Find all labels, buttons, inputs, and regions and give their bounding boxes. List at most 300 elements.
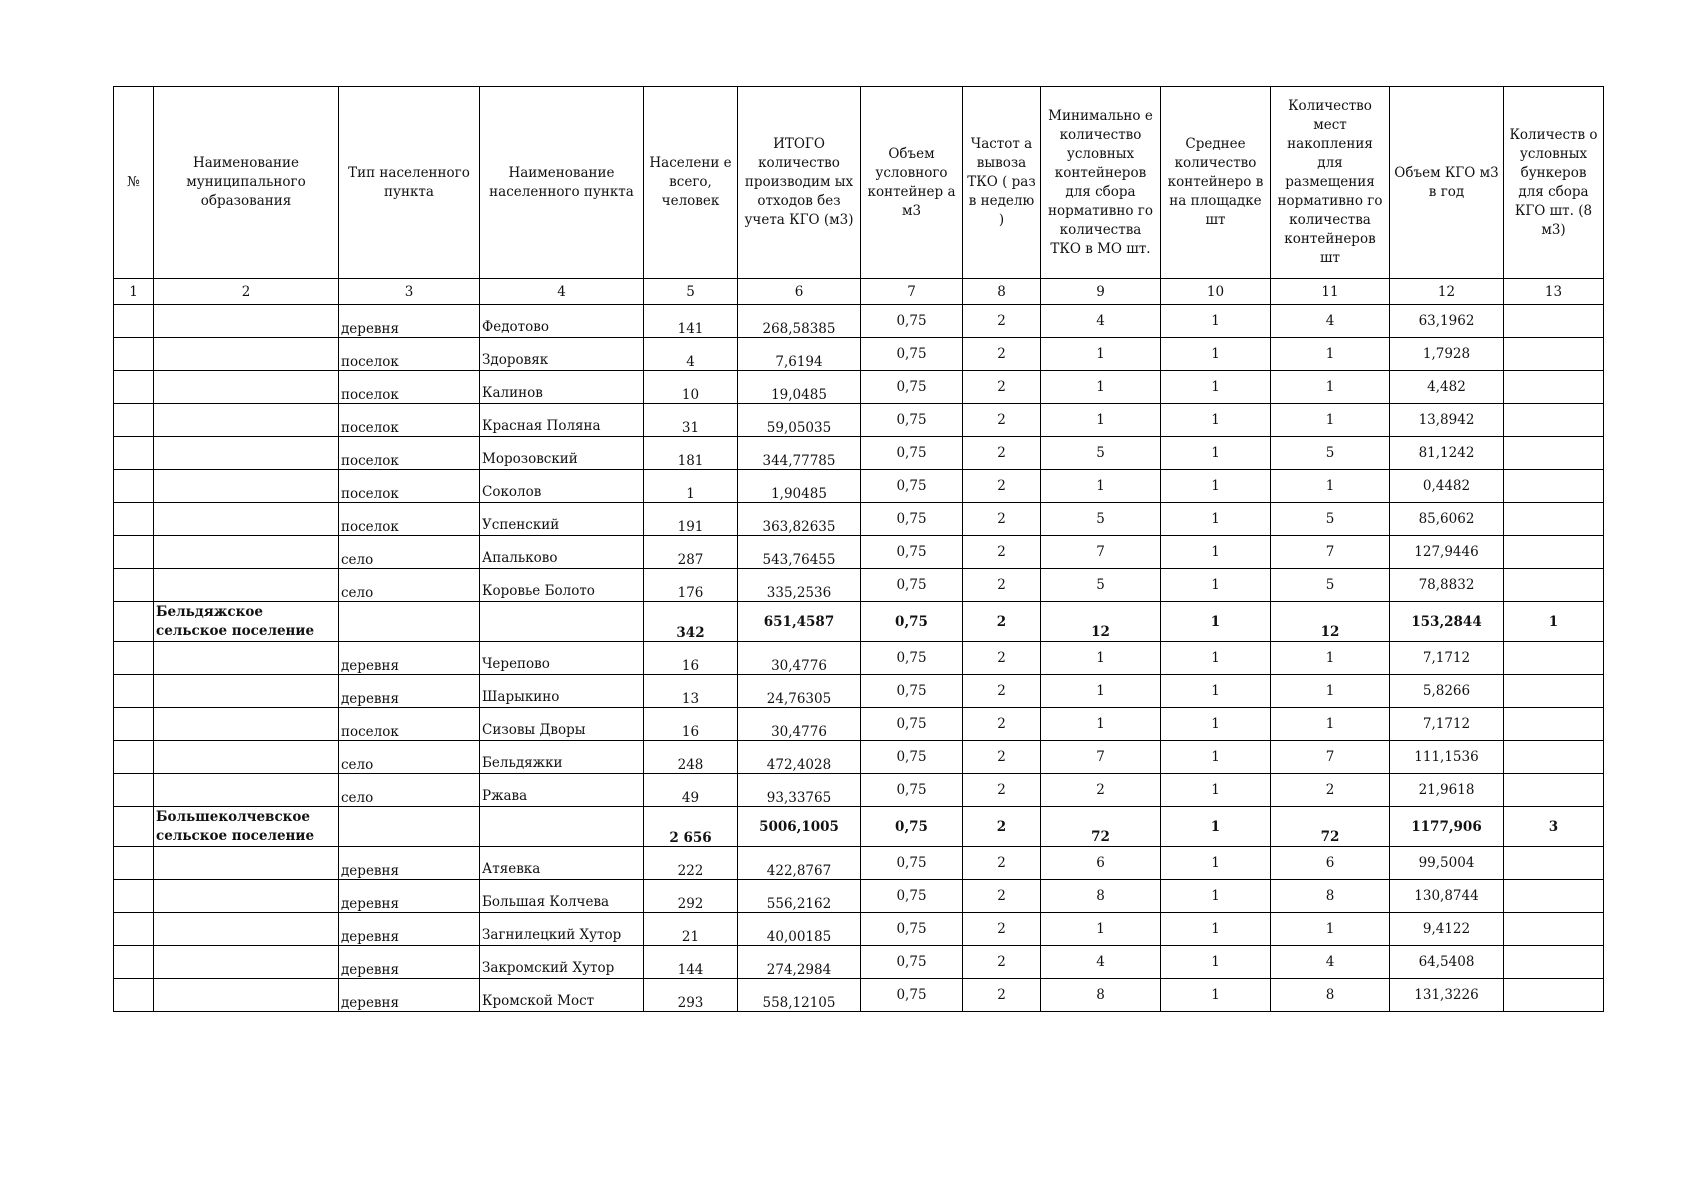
cell-frequency: 2 xyxy=(963,470,1041,503)
cell-bunkers xyxy=(1504,305,1604,338)
cell-waste-total: 19,0485 xyxy=(738,371,861,404)
cell-bunkers xyxy=(1504,371,1604,404)
cell-municipality xyxy=(154,708,339,741)
cell-no xyxy=(114,642,154,675)
cell-waste-total: 558,12105 xyxy=(738,979,861,1012)
cell-container-volume: 0,75 xyxy=(861,979,963,1012)
cell-min-containers: 8 xyxy=(1041,880,1161,913)
cell-places: 4 xyxy=(1271,946,1390,979)
cell-frequency: 2 xyxy=(963,708,1041,741)
cell-places: 7 xyxy=(1271,741,1390,774)
cell-municipality xyxy=(154,774,339,807)
cell-population: 287 xyxy=(644,536,738,569)
cell-settlement-type xyxy=(339,602,480,642)
cell-min-containers: 4 xyxy=(1041,305,1161,338)
cell-municipality xyxy=(154,404,339,437)
cell-container-volume: 0,75 xyxy=(861,913,963,946)
table-row xyxy=(114,569,1604,602)
header-cell-min-containers: Минимально е количество условных контейнеров для сбора нормативно го количества ТКО в МО шт. xyxy=(1041,87,1161,279)
cell-no xyxy=(114,404,154,437)
cell-population: 1 xyxy=(644,470,738,503)
cell-settlement-type: поселок xyxy=(339,338,480,371)
cell-frequency: 2 xyxy=(963,371,1041,404)
cell-min-containers: 12 xyxy=(1041,602,1161,642)
cell-avg-containers: 1 xyxy=(1161,913,1271,946)
cell-municipality xyxy=(154,338,339,371)
cell-bunkers xyxy=(1504,946,1604,979)
cell-settlement-type: деревня xyxy=(339,946,480,979)
cell-no xyxy=(114,913,154,946)
cell-frequency: 2 xyxy=(963,675,1041,708)
cell-settlement-name: Здоровяк xyxy=(480,338,644,371)
cell-container-volume: 0,75 xyxy=(861,305,963,338)
cell-places: 72 xyxy=(1271,807,1390,847)
column-number: 2 xyxy=(154,279,339,305)
cell-municipality xyxy=(154,913,339,946)
cell-min-containers: 1 xyxy=(1041,675,1161,708)
cell-kgo-volume: 9,4122 xyxy=(1390,913,1504,946)
cell-settlement-type: поселок xyxy=(339,708,480,741)
cell-places: 1 xyxy=(1271,913,1390,946)
cell-places: 4 xyxy=(1271,305,1390,338)
cell-container-volume: 0,75 xyxy=(861,536,963,569)
cell-settlement-type: деревня xyxy=(339,913,480,946)
cell-settlement-name: Успенский xyxy=(480,503,644,536)
cell-settlement-name: Федотово xyxy=(480,305,644,338)
cell-settlement-type: деревня xyxy=(339,675,480,708)
cell-kgo-volume: 153,2844 xyxy=(1390,602,1504,642)
cell-places: 8 xyxy=(1271,979,1390,1012)
cell-municipality xyxy=(154,880,339,913)
cell-kgo-volume: 0,4482 xyxy=(1390,470,1504,503)
cell-places: 5 xyxy=(1271,569,1390,602)
cell-container-volume: 0,75 xyxy=(861,404,963,437)
cell-bunkers xyxy=(1504,913,1604,946)
cell-min-containers: 7 xyxy=(1041,741,1161,774)
cell-kgo-volume: 4,482 xyxy=(1390,371,1504,404)
cell-kgo-volume: 21,9618 xyxy=(1390,774,1504,807)
cell-municipality: Большеколчевское сельское поселение xyxy=(154,807,339,847)
cell-municipality xyxy=(154,946,339,979)
cell-municipality xyxy=(154,642,339,675)
cell-kgo-volume: 131,3226 xyxy=(1390,979,1504,1012)
cell-kgo-volume: 7,1712 xyxy=(1390,708,1504,741)
cell-places: 5 xyxy=(1271,437,1390,470)
cell-avg-containers: 1 xyxy=(1161,880,1271,913)
cell-kgo-volume: 130,8744 xyxy=(1390,880,1504,913)
cell-settlement-name: Соколов xyxy=(480,470,644,503)
cell-settlement-name: Большая Колчева xyxy=(480,880,644,913)
cell-kgo-volume: 5,8266 xyxy=(1390,675,1504,708)
cell-waste-total: 93,33765 xyxy=(738,774,861,807)
cell-settlement-name: Загнилецкий Хутор xyxy=(480,913,644,946)
cell-population: 13 xyxy=(644,675,738,708)
cell-settlement-name: Черепово xyxy=(480,642,644,675)
cell-population: 292 xyxy=(644,880,738,913)
cell-container-volume: 0,75 xyxy=(861,338,963,371)
cell-min-containers: 1 xyxy=(1041,371,1161,404)
cell-municipality xyxy=(154,979,339,1012)
cell-frequency: 2 xyxy=(963,807,1041,847)
cell-bunkers: 1 xyxy=(1504,602,1604,642)
cell-settlement-type: деревня xyxy=(339,979,480,1012)
cell-bunkers xyxy=(1504,675,1604,708)
cell-frequency: 2 xyxy=(963,503,1041,536)
column-number: 1 xyxy=(114,279,154,305)
cell-places: 1 xyxy=(1271,338,1390,371)
cell-population: 293 xyxy=(644,979,738,1012)
cell-no xyxy=(114,979,154,1012)
cell-no xyxy=(114,741,154,774)
cell-avg-containers: 1 xyxy=(1161,536,1271,569)
cell-settlement-name: Красная Поляна xyxy=(480,404,644,437)
cell-waste-total: 422,8767 xyxy=(738,847,861,880)
cell-population: 21 xyxy=(644,913,738,946)
cell-avg-containers: 1 xyxy=(1161,979,1271,1012)
cell-bunkers xyxy=(1504,569,1604,602)
cell-population: 181 xyxy=(644,437,738,470)
header-cell-waste-total: ИТОГО количество производим ых отходов без учета КГО (м3) xyxy=(738,87,861,279)
cell-population: 248 xyxy=(644,741,738,774)
column-number: 6 xyxy=(738,279,861,305)
header-cell-mo: Наименование муниципального образования xyxy=(154,87,339,279)
header-cell-kgo-volume: Объем КГО м3 в год xyxy=(1390,87,1504,279)
cell-settlement-type: деревня xyxy=(339,880,480,913)
cell-places: 6 xyxy=(1271,847,1390,880)
table-row xyxy=(114,371,1604,404)
cell-municipality xyxy=(154,675,339,708)
cell-places: 2 xyxy=(1271,774,1390,807)
cell-min-containers: 1 xyxy=(1041,708,1161,741)
cell-places: 1 xyxy=(1271,675,1390,708)
cell-waste-total: 556,2162 xyxy=(738,880,861,913)
table-body xyxy=(114,305,1604,1012)
cell-kgo-volume: 64,5408 xyxy=(1390,946,1504,979)
cell-kgo-volume: 111,1536 xyxy=(1390,741,1504,774)
cell-waste-total: 274,2984 xyxy=(738,946,861,979)
header-cell-frequency: Частот а вывоза ТКО ( раз в неделю ) xyxy=(963,87,1041,279)
column-number: 5 xyxy=(644,279,738,305)
cell-bunkers xyxy=(1504,642,1604,675)
cell-no xyxy=(114,437,154,470)
table-row xyxy=(114,774,1604,807)
cell-avg-containers: 1 xyxy=(1161,503,1271,536)
cell-kgo-volume: 99,5004 xyxy=(1390,847,1504,880)
cell-avg-containers: 1 xyxy=(1161,305,1271,338)
cell-settlement-type: поселок xyxy=(339,371,480,404)
cell-kgo-volume: 13,8942 xyxy=(1390,404,1504,437)
table-row xyxy=(114,536,1604,569)
column-number: 13 xyxy=(1504,279,1604,305)
cell-population: 144 xyxy=(644,946,738,979)
cell-avg-containers: 1 xyxy=(1161,847,1271,880)
cell-waste-total: 268,58385 xyxy=(738,305,861,338)
cell-settlement-type: деревня xyxy=(339,642,480,675)
cell-no xyxy=(114,708,154,741)
cell-container-volume: 0,75 xyxy=(861,807,963,847)
cell-avg-containers: 1 xyxy=(1161,675,1271,708)
cell-settlement-name: Морозовский xyxy=(480,437,644,470)
cell-bunkers xyxy=(1504,470,1604,503)
cell-municipality xyxy=(154,437,339,470)
cell-places: 1 xyxy=(1271,470,1390,503)
table-row xyxy=(114,437,1604,470)
cell-avg-containers: 1 xyxy=(1161,946,1271,979)
cell-bunkers: 3 xyxy=(1504,807,1604,847)
cell-settlement-name: Бельдяжки xyxy=(480,741,644,774)
cell-kgo-volume: 81,1242 xyxy=(1390,437,1504,470)
cell-no xyxy=(114,569,154,602)
cell-min-containers: 5 xyxy=(1041,437,1161,470)
cell-bunkers xyxy=(1504,774,1604,807)
table-row xyxy=(114,404,1604,437)
cell-min-containers: 2 xyxy=(1041,774,1161,807)
header-cell-type: Тип населенного пункта xyxy=(339,87,480,279)
cell-avg-containers: 1 xyxy=(1161,470,1271,503)
cell-places: 1 xyxy=(1271,404,1390,437)
column-number: 12 xyxy=(1390,279,1504,305)
cell-bunkers xyxy=(1504,847,1604,880)
cell-kgo-volume: 63,1962 xyxy=(1390,305,1504,338)
header-cell-no: № xyxy=(114,87,154,279)
cell-min-containers: 1 xyxy=(1041,338,1161,371)
cell-min-containers: 8 xyxy=(1041,979,1161,1012)
cell-min-containers: 1 xyxy=(1041,642,1161,675)
header-row xyxy=(114,87,1604,279)
cell-settlement-type: поселок xyxy=(339,437,480,470)
column-number: 4 xyxy=(480,279,644,305)
cell-settlement-type: поселок xyxy=(339,470,480,503)
cell-settlement-name: Атяевка xyxy=(480,847,644,880)
cell-frequency: 2 xyxy=(963,305,1041,338)
column-number: 11 xyxy=(1271,279,1390,305)
cell-municipality xyxy=(154,741,339,774)
cell-municipality xyxy=(154,470,339,503)
header-cell-name: Наименование населенного пункта xyxy=(480,87,644,279)
cell-settlement-type xyxy=(339,807,480,847)
cell-bunkers xyxy=(1504,536,1604,569)
cell-waste-total: 40,00185 xyxy=(738,913,861,946)
table-row xyxy=(114,979,1604,1012)
cell-settlement-name: Шарыкино xyxy=(480,675,644,708)
cell-bunkers xyxy=(1504,338,1604,371)
table-row-subtotal xyxy=(114,602,1604,642)
cell-places: 5 xyxy=(1271,503,1390,536)
table-row-subtotal xyxy=(114,807,1604,847)
cell-places: 1 xyxy=(1271,371,1390,404)
cell-avg-containers: 1 xyxy=(1161,371,1271,404)
column-number: 3 xyxy=(339,279,480,305)
cell-waste-total: 543,76455 xyxy=(738,536,861,569)
cell-settlement-type: деревня xyxy=(339,847,480,880)
cell-no xyxy=(114,371,154,404)
cell-waste-total: 651,4587 xyxy=(738,602,861,642)
cell-settlement-type: село xyxy=(339,536,480,569)
cell-min-containers: 5 xyxy=(1041,503,1161,536)
cell-population: 49 xyxy=(644,774,738,807)
cell-population: 2 656 xyxy=(644,807,738,847)
column-number-row xyxy=(114,279,1604,305)
table-row xyxy=(114,675,1604,708)
header-cell-places: Количество мест накопления для размещения нормативно го количества контейнеров шт xyxy=(1271,87,1390,279)
cell-waste-total: 335,2536 xyxy=(738,569,861,602)
cell-container-volume: 0,75 xyxy=(861,437,963,470)
cell-avg-containers: 1 xyxy=(1161,404,1271,437)
cell-container-volume: 0,75 xyxy=(861,880,963,913)
cell-population: 16 xyxy=(644,708,738,741)
cell-population: 10 xyxy=(644,371,738,404)
cell-no xyxy=(114,774,154,807)
cell-avg-containers: 1 xyxy=(1161,642,1271,675)
cell-frequency: 2 xyxy=(963,642,1041,675)
cell-places: 12 xyxy=(1271,602,1390,642)
cell-settlement-name: Кромской Мост xyxy=(480,979,644,1012)
cell-container-volume: 0,75 xyxy=(861,371,963,404)
cell-settlement-type: поселок xyxy=(339,404,480,437)
cell-population: 342 xyxy=(644,602,738,642)
cell-avg-containers: 1 xyxy=(1161,774,1271,807)
cell-no xyxy=(114,847,154,880)
cell-municipality xyxy=(154,569,339,602)
cell-kgo-volume: 1177,906 xyxy=(1390,807,1504,847)
cell-population: 141 xyxy=(644,305,738,338)
table-row xyxy=(114,741,1604,774)
cell-avg-containers: 1 xyxy=(1161,807,1271,847)
cell-no xyxy=(114,503,154,536)
cell-frequency: 2 xyxy=(963,880,1041,913)
cell-waste-total: 30,4776 xyxy=(738,708,861,741)
table-row xyxy=(114,470,1604,503)
cell-no xyxy=(114,338,154,371)
cell-container-volume: 0,75 xyxy=(861,675,963,708)
cell-municipality xyxy=(154,305,339,338)
table-row xyxy=(114,847,1604,880)
cell-bunkers xyxy=(1504,404,1604,437)
cell-container-volume: 0,75 xyxy=(861,946,963,979)
cell-avg-containers: 1 xyxy=(1161,602,1271,642)
cell-waste-total: 472,4028 xyxy=(738,741,861,774)
column-number: 8 xyxy=(963,279,1041,305)
cell-municipality xyxy=(154,371,339,404)
cell-settlement-type: село xyxy=(339,774,480,807)
table-row xyxy=(114,503,1604,536)
cell-settlement-name xyxy=(480,602,644,642)
header-cell-population: Населени е всего, человек xyxy=(644,87,738,279)
cell-no xyxy=(114,470,154,503)
cell-waste-total: 30,4776 xyxy=(738,642,861,675)
cell-places: 7 xyxy=(1271,536,1390,569)
cell-container-volume: 0,75 xyxy=(861,503,963,536)
cell-bunkers xyxy=(1504,708,1604,741)
cell-population: 222 xyxy=(644,847,738,880)
cell-waste-total: 1,90485 xyxy=(738,470,861,503)
cell-no xyxy=(114,807,154,847)
table-row xyxy=(114,880,1604,913)
cell-frequency: 2 xyxy=(963,404,1041,437)
cell-no xyxy=(114,536,154,569)
cell-population: 176 xyxy=(644,569,738,602)
cell-kgo-volume: 1,7928 xyxy=(1390,338,1504,371)
cell-places: 1 xyxy=(1271,642,1390,675)
cell-no xyxy=(114,602,154,642)
column-number: 9 xyxy=(1041,279,1161,305)
cell-settlement-name: Апальково xyxy=(480,536,644,569)
cell-container-volume: 0,75 xyxy=(861,642,963,675)
cell-bunkers xyxy=(1504,880,1604,913)
header-cell-container-volume: Объем условного контейнер а м3 xyxy=(861,87,963,279)
cell-frequency: 2 xyxy=(963,569,1041,602)
cell-min-containers: 5 xyxy=(1041,569,1161,602)
cell-waste-total: 363,82635 xyxy=(738,503,861,536)
cell-min-containers: 4 xyxy=(1041,946,1161,979)
cell-settlement-name: Коровье Болото xyxy=(480,569,644,602)
cell-kgo-volume: 7,1712 xyxy=(1390,642,1504,675)
cell-municipality xyxy=(154,847,339,880)
column-number: 7 xyxy=(861,279,963,305)
cell-bunkers xyxy=(1504,437,1604,470)
cell-settlement-name: Ржава xyxy=(480,774,644,807)
cell-waste-total: 24,76305 xyxy=(738,675,861,708)
cell-min-containers: 72 xyxy=(1041,807,1161,847)
cell-places: 8 xyxy=(1271,880,1390,913)
cell-avg-containers: 1 xyxy=(1161,708,1271,741)
cell-settlement-type: село xyxy=(339,569,480,602)
cell-no xyxy=(114,880,154,913)
cell-min-containers: 1 xyxy=(1041,404,1161,437)
cell-frequency: 2 xyxy=(963,847,1041,880)
cell-frequency: 2 xyxy=(963,338,1041,371)
cell-avg-containers: 1 xyxy=(1161,338,1271,371)
cell-settlement-name: Калинов xyxy=(480,371,644,404)
cell-bunkers xyxy=(1504,741,1604,774)
header-cell-bunkers: Количеств о условных бункеров для сбора КГО шт. (8 м3) xyxy=(1504,87,1604,279)
table-row xyxy=(114,338,1604,371)
table-row xyxy=(114,708,1604,741)
cell-settlement-name xyxy=(480,807,644,847)
cell-no xyxy=(114,675,154,708)
column-number: 10 xyxy=(1161,279,1271,305)
cell-bunkers xyxy=(1504,979,1604,1012)
cell-frequency: 2 xyxy=(963,437,1041,470)
cell-waste-total: 7,6194 xyxy=(738,338,861,371)
cell-waste-total: 344,77785 xyxy=(738,437,861,470)
header-cell-avg-containers: Среднее количество контейнеро в на площадке шт xyxy=(1161,87,1271,279)
cell-places: 1 xyxy=(1271,708,1390,741)
cell-kgo-volume: 127,9446 xyxy=(1390,536,1504,569)
cell-settlement-type: село xyxy=(339,741,480,774)
cell-no xyxy=(114,305,154,338)
cell-container-volume: 0,75 xyxy=(861,774,963,807)
cell-frequency: 2 xyxy=(963,774,1041,807)
cell-settlement-type: поселок xyxy=(339,503,480,536)
cell-population: 4 xyxy=(644,338,738,371)
cell-container-volume: 0,75 xyxy=(861,741,963,774)
cell-frequency: 2 xyxy=(963,602,1041,642)
cell-kgo-volume: 78,8832 xyxy=(1390,569,1504,602)
table-row xyxy=(114,946,1604,979)
cell-min-containers: 1 xyxy=(1041,470,1161,503)
cell-municipality xyxy=(154,503,339,536)
cell-settlement-name: Сизовы Дворы xyxy=(480,708,644,741)
waste-table xyxy=(113,86,1604,1012)
cell-population: 16 xyxy=(644,642,738,675)
cell-frequency: 2 xyxy=(963,946,1041,979)
cell-population: 191 xyxy=(644,503,738,536)
cell-frequency: 2 xyxy=(963,536,1041,569)
cell-waste-total: 59,05035 xyxy=(738,404,861,437)
cell-container-volume: 0,75 xyxy=(861,569,963,602)
cell-population: 31 xyxy=(644,404,738,437)
